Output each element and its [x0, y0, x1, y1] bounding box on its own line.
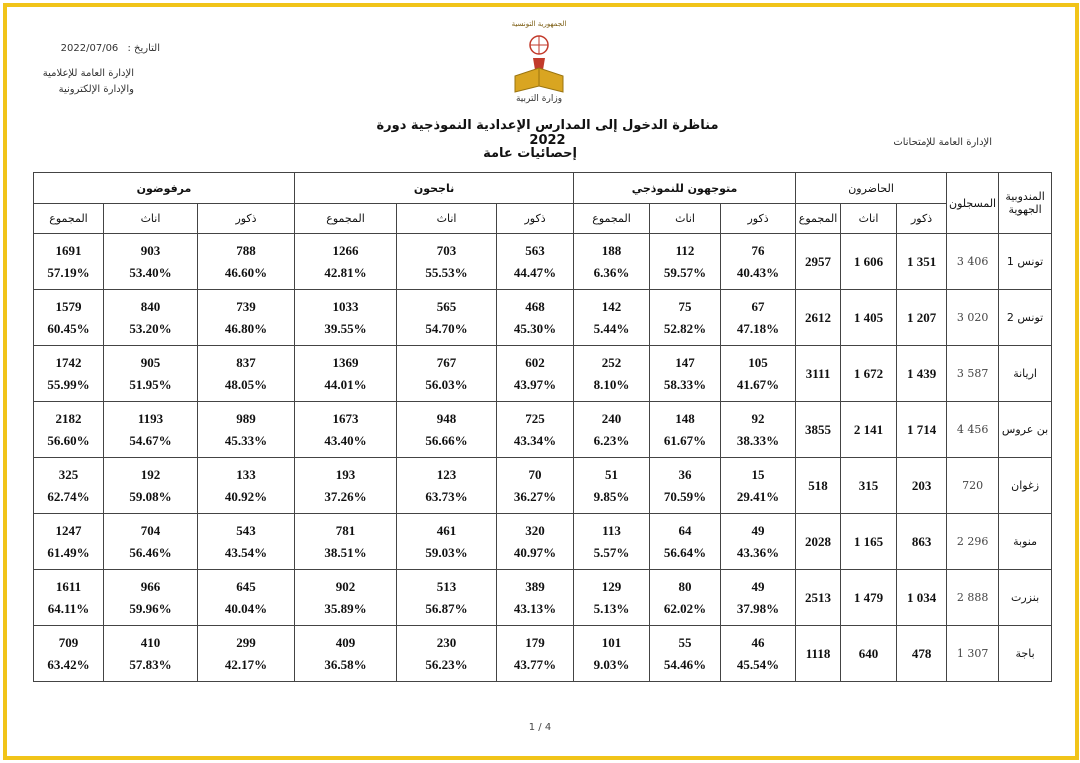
oriented-male-percent: 40.43%	[736, 264, 780, 280]
oriented-total-percent: 5.13%	[593, 600, 630, 616]
oriented-male-value: 46	[751, 634, 765, 650]
rejected-total-percent: 55.99%	[47, 376, 90, 392]
oriented-total-value: 252	[601, 354, 622, 370]
passed-total-cell	[295, 570, 397, 626]
governorate-cell: بن عروس	[999, 402, 1052, 458]
passed-total-header: المجموع	[295, 204, 397, 234]
passed-group-header: ناجحون	[295, 173, 574, 204]
rejected-female-percent: 57.83%	[129, 656, 172, 672]
passed-female-value: 948	[436, 410, 457, 426]
rejected-female-value: 704	[140, 522, 161, 538]
date-value: 2022/07/06	[60, 43, 119, 54]
oriented-male-value: 67	[751, 298, 765, 314]
passed-total-value: 1673	[332, 410, 359, 426]
present-male-cell: 1 351	[897, 234, 947, 290]
passed-total-value: 781	[335, 522, 356, 538]
oriented-total-percent: 6.36%	[593, 264, 630, 280]
oriented-total-value: 101	[601, 634, 622, 650]
oriented-female-header: اناث	[650, 204, 721, 234]
rejected-male-percent: 46.60%	[224, 264, 268, 280]
oriented-female-value: 64	[678, 522, 692, 538]
present-male-cell: 1 714	[897, 402, 947, 458]
rejected-male-value: 133	[236, 466, 256, 482]
passed-total-percent: 38.51%	[324, 544, 367, 560]
oriented-female-cell	[650, 514, 721, 570]
passed-female-cell	[397, 458, 497, 514]
passed-total-cell	[295, 626, 397, 682]
oriented-male-percent: 38.33%	[736, 432, 780, 448]
oriented-female-percent: 62.02%	[663, 600, 707, 616]
oriented-male-percent: 43.36%	[736, 544, 780, 560]
rejected-total-cell	[34, 402, 104, 458]
rejected-group-header: مرفوضون	[34, 173, 295, 204]
passed-total-cell	[295, 402, 397, 458]
passed-total-percent: 43.40%	[324, 432, 367, 448]
oriented-male-cell	[721, 402, 796, 458]
passed-total-percent: 36.58%	[324, 656, 367, 672]
passed-male-percent: 45.30%	[513, 320, 557, 336]
rejected-male-percent: 42.17%	[224, 656, 268, 672]
oriented-male-header: ذكور	[721, 204, 796, 234]
passed-male-cell	[497, 458, 574, 514]
oriented-female-value: 112	[675, 242, 695, 258]
rejected-male-value: 837	[236, 354, 256, 370]
passed-female-percent: 56.03%	[425, 376, 468, 392]
passed-female-cell	[397, 290, 497, 346]
table-row	[34, 402, 1052, 458]
passed-male-cell	[497, 514, 574, 570]
present-male-cell: 1 034	[897, 570, 947, 626]
passed-total-value: 1266	[332, 242, 359, 258]
rejected-male-percent: 45.33%	[224, 432, 268, 448]
oriented-total-percent: 9.85%	[593, 488, 630, 504]
exams-administration-label: الإدارة العامة للإمتحانات	[893, 137, 992, 148]
oriented-female-percent: 59.57%	[663, 264, 707, 280]
present-male-cell: 1 439	[897, 346, 947, 402]
rejected-male-cell	[198, 514, 295, 570]
governorate-cell: اريانة	[999, 346, 1052, 402]
rejected-total-value: 1579	[55, 298, 82, 314]
present-total-cell: 2957	[796, 234, 841, 290]
passed-female-value: 767	[436, 354, 457, 370]
oriented-female-value: 147	[675, 354, 695, 370]
registered-cell: 3 020	[947, 290, 999, 346]
present-group-header: الحاضرون	[796, 173, 947, 204]
oriented-female-value: 75	[678, 298, 692, 314]
rejected-female-cell	[104, 626, 198, 682]
oriented-male-percent: 47.18%	[736, 320, 780, 336]
passed-female-value: 703	[436, 242, 457, 258]
passed-male-header: ذكور	[497, 204, 574, 234]
rejected-female-cell	[104, 570, 198, 626]
present-total-cell: 2513	[796, 570, 841, 626]
rejected-total-percent: 62.74%	[47, 488, 90, 504]
registered-cell: 2 296	[947, 514, 999, 570]
present-total-cell: 2612	[796, 290, 841, 346]
registered-cell: 4 456	[947, 402, 999, 458]
oriented-female-cell	[650, 290, 721, 346]
rejected-total-cell	[34, 626, 104, 682]
oriented-female-percent: 61.67%	[663, 432, 707, 448]
passed-female-value: 461	[436, 522, 457, 538]
passed-total-value: 902	[335, 578, 356, 594]
oriented-male-value: 92	[751, 410, 765, 426]
passed-female-percent: 63.73%	[425, 488, 468, 504]
passed-male-cell	[497, 346, 574, 402]
oriented-total-cell	[574, 402, 650, 458]
rejected-female-percent: 59.96%	[129, 600, 172, 616]
present-total-cell: 2028	[796, 514, 841, 570]
registered-cell: 3 587	[947, 346, 999, 402]
oriented-male-cell	[721, 234, 796, 290]
rejected-female-cell	[104, 346, 198, 402]
rejected-total-value: 325	[58, 466, 79, 482]
oriented-female-value: 148	[675, 410, 695, 426]
rejected-total-value: 709	[58, 634, 79, 650]
oriented-female-percent: 54.46%	[663, 656, 707, 672]
passed-female-cell	[397, 234, 497, 290]
passed-male-percent: 44.47%	[513, 264, 557, 280]
present-male-cell: 203	[897, 458, 947, 514]
rejected-female-percent: 53.40%	[129, 264, 172, 280]
rejected-female-cell	[104, 514, 198, 570]
oriented-female-cell	[650, 626, 721, 682]
rejected-male-percent: 40.04%	[224, 600, 268, 616]
passed-total-value: 1369	[332, 354, 359, 370]
oriented-total-percent: 5.44%	[593, 320, 630, 336]
rejected-male-cell	[198, 234, 295, 290]
governorate-cell: تونس 2	[999, 290, 1052, 346]
present-female-cell: 1 606	[841, 234, 897, 290]
rejected-total-percent: 56.60%	[47, 432, 90, 448]
rejected-total-value: 1611	[55, 578, 82, 594]
oriented-total-cell	[574, 346, 650, 402]
rejected-male-cell	[198, 626, 295, 682]
passed-male-percent: 43.13%	[513, 600, 557, 616]
present-female-cell: 2 141	[841, 402, 897, 458]
present-female-cell: 1 165	[841, 514, 897, 570]
passed-male-value: 725	[525, 410, 545, 426]
rejected-male-header: ذكور	[198, 204, 295, 234]
passed-female-cell	[397, 626, 497, 682]
oriented-total-header: المجموع	[574, 204, 650, 234]
rejected-total-cell	[34, 290, 104, 346]
present-total-cell: 3855	[796, 402, 841, 458]
rejected-male-cell	[198, 402, 295, 458]
passed-total-percent: 37.26%	[324, 488, 367, 504]
header-row-groups	[34, 173, 1052, 204]
rejected-male-percent: 46.80%	[224, 320, 268, 336]
passed-male-value: 468	[525, 298, 545, 314]
oriented-male-percent: 45.54%	[736, 656, 780, 672]
passed-male-value: 563	[525, 242, 545, 258]
passed-total-percent: 35.89%	[324, 600, 367, 616]
present-female-header: اناث	[841, 204, 897, 234]
rejected-male-cell	[198, 458, 295, 514]
present-female-cell: 1 405	[841, 290, 897, 346]
oriented-total-cell	[574, 234, 650, 290]
oriented-female-value: 36	[678, 466, 692, 482]
rejected-female-value: 966	[140, 578, 161, 594]
rejected-female-value: 903	[140, 242, 161, 258]
rejected-total-percent: 61.49%	[47, 544, 90, 560]
oriented-total-cell	[574, 458, 650, 514]
admin-line-2: والإدارة الإلكترونية	[58, 84, 134, 95]
registered-cell: 2 888	[947, 570, 999, 626]
oriented-male-value: 15	[751, 466, 765, 482]
present-female-cell: 1 479	[841, 570, 897, 626]
passed-male-percent: 36.27%	[513, 488, 557, 504]
present-total-header: المجموع	[796, 204, 841, 234]
passed-female-cell	[397, 514, 497, 570]
rejected-female-value: 192	[140, 466, 161, 482]
oriented-female-cell	[650, 458, 721, 514]
passed-male-cell	[497, 402, 574, 458]
oriented-male-cell	[721, 290, 796, 346]
passed-male-percent: 43.77%	[513, 656, 557, 672]
rejected-female-value: 905	[140, 354, 161, 370]
rejected-female-cell	[104, 290, 198, 346]
present-female-cell: 1 672	[841, 346, 897, 402]
oriented-female-cell	[650, 234, 721, 290]
governorate-cell: منوبة	[999, 514, 1052, 570]
passed-total-cell	[295, 514, 397, 570]
oriented-male-percent: 29.41%	[736, 488, 780, 504]
logo-bottom-text: وزارة التربية	[515, 94, 563, 104]
oriented-female-cell	[650, 346, 721, 402]
rejected-total-value: 2182	[55, 410, 82, 426]
rejected-total-value: 1742	[55, 354, 82, 370]
rejected-male-value: 543	[236, 522, 256, 538]
passed-female-value: 565	[436, 298, 457, 314]
table-row	[34, 290, 1052, 346]
oriented-male-percent: 37.98%	[736, 600, 780, 616]
passed-female-cell	[397, 346, 497, 402]
oriented-female-percent: 70.59%	[663, 488, 707, 504]
passed-male-percent: 40.97%	[513, 544, 557, 560]
passed-total-percent: 44.01%	[324, 376, 367, 392]
oriented-female-value: 55	[678, 634, 692, 650]
oriented-total-value: 142	[601, 298, 622, 314]
date-label: التاريخ :	[127, 43, 160, 54]
oriented-total-cell	[574, 514, 650, 570]
rejected-male-percent: 48.05%	[224, 376, 268, 392]
rejected-female-percent: 59.08%	[129, 488, 172, 504]
rejected-female-percent: 51.95%	[129, 376, 172, 392]
date-line	[40, 43, 160, 54]
oriented-female-value: 80	[678, 578, 692, 594]
rejected-total-value: 1691	[55, 242, 82, 258]
rejected-male-cell	[198, 290, 295, 346]
passed-male-value: 320	[525, 522, 545, 538]
passed-total-value: 1033	[332, 298, 359, 314]
present-male-cell: 863	[897, 514, 947, 570]
rejected-female-value: 840	[140, 298, 161, 314]
oriented-female-percent: 56.64%	[663, 544, 707, 560]
table-row	[34, 570, 1052, 626]
passed-total-cell	[295, 346, 397, 402]
registered-cell: 720	[947, 458, 999, 514]
logo-top-text: الجمهورية التونسية	[511, 20, 567, 28]
header-row-subcols	[34, 204, 1052, 234]
governorate-cell: زغوان	[999, 458, 1052, 514]
rejected-female-value: 1193	[137, 410, 164, 426]
passed-male-percent: 43.34%	[513, 432, 557, 448]
rejected-male-cell	[198, 346, 295, 402]
passed-total-cell	[295, 234, 397, 290]
rejected-female-cell	[104, 234, 198, 290]
rejected-total-cell	[34, 458, 104, 514]
present-female-cell: 640	[841, 626, 897, 682]
oriented-male-cell	[721, 346, 796, 402]
rejected-total-percent: 57.19%	[47, 264, 90, 280]
oriented-female-percent: 52.82%	[663, 320, 707, 336]
passed-total-cell	[295, 458, 397, 514]
registered-cell: 3 406	[947, 234, 999, 290]
rejected-male-percent: 43.54%	[224, 544, 268, 560]
passed-female-percent: 56.23%	[425, 656, 468, 672]
passed-female-percent: 54.70%	[425, 320, 468, 336]
passed-female-percent: 56.87%	[425, 600, 468, 616]
rejected-male-value: 739	[236, 298, 256, 314]
rejected-total-cell	[34, 346, 104, 402]
passed-female-percent: 59.03%	[425, 544, 468, 560]
rejected-male-value: 989	[236, 410, 256, 426]
passed-male-cell	[497, 290, 574, 346]
rejected-female-percent: 54.67%	[129, 432, 172, 448]
passed-male-percent: 43.97%	[513, 376, 557, 392]
rejected-female-cell	[104, 458, 198, 514]
passed-male-value: 602	[525, 354, 545, 370]
oriented-male-percent: 41.67%	[736, 376, 780, 392]
present-male-cell: 478	[897, 626, 947, 682]
rejected-total-header: المجموع	[34, 204, 104, 234]
present-total-cell: 3111	[796, 346, 841, 402]
oriented-male-cell	[721, 458, 796, 514]
passed-male-cell	[497, 234, 574, 290]
rejected-female-percent: 56.46%	[129, 544, 172, 560]
table-row	[34, 234, 1052, 290]
oriented-total-value: 129	[601, 578, 622, 594]
governorate-cell: تونس 1	[999, 234, 1052, 290]
passed-total-value: 193	[335, 466, 356, 482]
oriented-male-value: 76	[751, 242, 765, 258]
oriented-total-cell	[574, 570, 650, 626]
oriented-group-header: متوجهون للنموذجي	[574, 173, 796, 204]
rejected-male-value: 645	[236, 578, 256, 594]
oriented-male-value: 49	[751, 578, 765, 594]
oriented-female-cell	[650, 402, 721, 458]
page-title: مناظرة الدخول إلى المدارس الإعدادية النموذجية دورة 2022	[376, 118, 719, 148]
passed-total-percent: 39.55%	[324, 320, 367, 336]
passed-male-value: 389	[525, 578, 545, 594]
logo-emblem-icon	[515, 36, 563, 92]
oriented-total-percent: 5.57%	[593, 544, 630, 560]
oriented-total-value: 51	[605, 466, 619, 482]
oriented-male-cell	[721, 570, 796, 626]
table-row	[34, 626, 1052, 682]
oriented-total-percent: 9.03%	[593, 656, 630, 672]
passed-female-value: 123	[436, 466, 457, 482]
rejected-total-value: 1247	[55, 522, 82, 538]
present-female-cell: 315	[841, 458, 897, 514]
statistics-table	[33, 172, 1052, 682]
registered-cell: 1 307	[947, 626, 999, 682]
oriented-male-cell	[721, 626, 796, 682]
rejected-male-cell	[198, 570, 295, 626]
governorate-header: المندوبية الجهوية	[999, 173, 1052, 234]
table-row	[34, 346, 1052, 402]
rejected-male-value: 299	[236, 634, 256, 650]
oriented-female-percent: 58.33%	[663, 376, 707, 392]
oriented-total-percent: 6.23%	[593, 432, 630, 448]
present-total-cell: 1118	[796, 626, 841, 682]
oriented-total-value: 113	[602, 522, 621, 538]
rejected-total-percent: 63.42%	[47, 656, 90, 672]
rejected-total-cell	[34, 234, 104, 290]
oriented-total-cell	[574, 290, 650, 346]
oriented-male-value: 105	[748, 354, 768, 370]
passed-female-cell	[397, 402, 497, 458]
rejected-total-cell	[34, 570, 104, 626]
passed-male-value: 179	[525, 634, 545, 650]
registered-header: المسجلون	[947, 173, 999, 234]
oriented-male-cell	[721, 514, 796, 570]
oriented-female-cell	[650, 570, 721, 626]
passed-female-percent: 56.66%	[425, 432, 468, 448]
rejected-female-value: 410	[140, 634, 161, 650]
passed-total-value: 409	[335, 634, 356, 650]
passed-total-cell	[295, 290, 397, 346]
rejected-total-cell	[34, 514, 104, 570]
passed-total-percent: 42.81%	[324, 264, 367, 280]
rejected-female-header: اناث	[104, 204, 198, 234]
oriented-total-percent: 8.10%	[593, 376, 630, 392]
oriented-total-value: 188	[601, 242, 622, 258]
passed-female-value: 513	[436, 578, 457, 594]
passed-male-value: 70	[528, 466, 542, 482]
rejected-male-value: 788	[236, 242, 256, 258]
rejected-total-percent: 60.45%	[47, 320, 90, 336]
present-total-cell: 518	[796, 458, 841, 514]
present-male-header: ذكور	[897, 204, 947, 234]
rejected-female-cell	[104, 402, 198, 458]
page-indicator: 1 / 4	[528, 722, 552, 733]
table-row	[34, 514, 1052, 570]
passed-male-cell	[497, 570, 574, 626]
passed-male-cell	[497, 626, 574, 682]
ministry-logo	[509, 18, 569, 108]
governorate-cell: باجة	[999, 626, 1052, 682]
oriented-male-value: 49	[751, 522, 765, 538]
rejected-total-percent: 64.11%	[47, 600, 90, 616]
oriented-total-value: 240	[601, 410, 622, 426]
rejected-female-percent: 53.20%	[129, 320, 172, 336]
page-subtitle: إحصائيات عامة	[483, 146, 577, 161]
present-male-cell: 1 207	[897, 290, 947, 346]
passed-female-percent: 55.53%	[425, 264, 468, 280]
admin-line-1: الإدارة العامة للإعلامية	[42, 68, 134, 79]
passed-female-value: 230	[436, 634, 457, 650]
governorate-cell: بنزرت	[999, 570, 1052, 626]
passed-female-header: اناث	[397, 204, 497, 234]
table-row	[34, 458, 1052, 514]
oriented-total-cell	[574, 626, 650, 682]
passed-female-cell	[397, 570, 497, 626]
rejected-male-percent: 40.92%	[224, 488, 268, 504]
